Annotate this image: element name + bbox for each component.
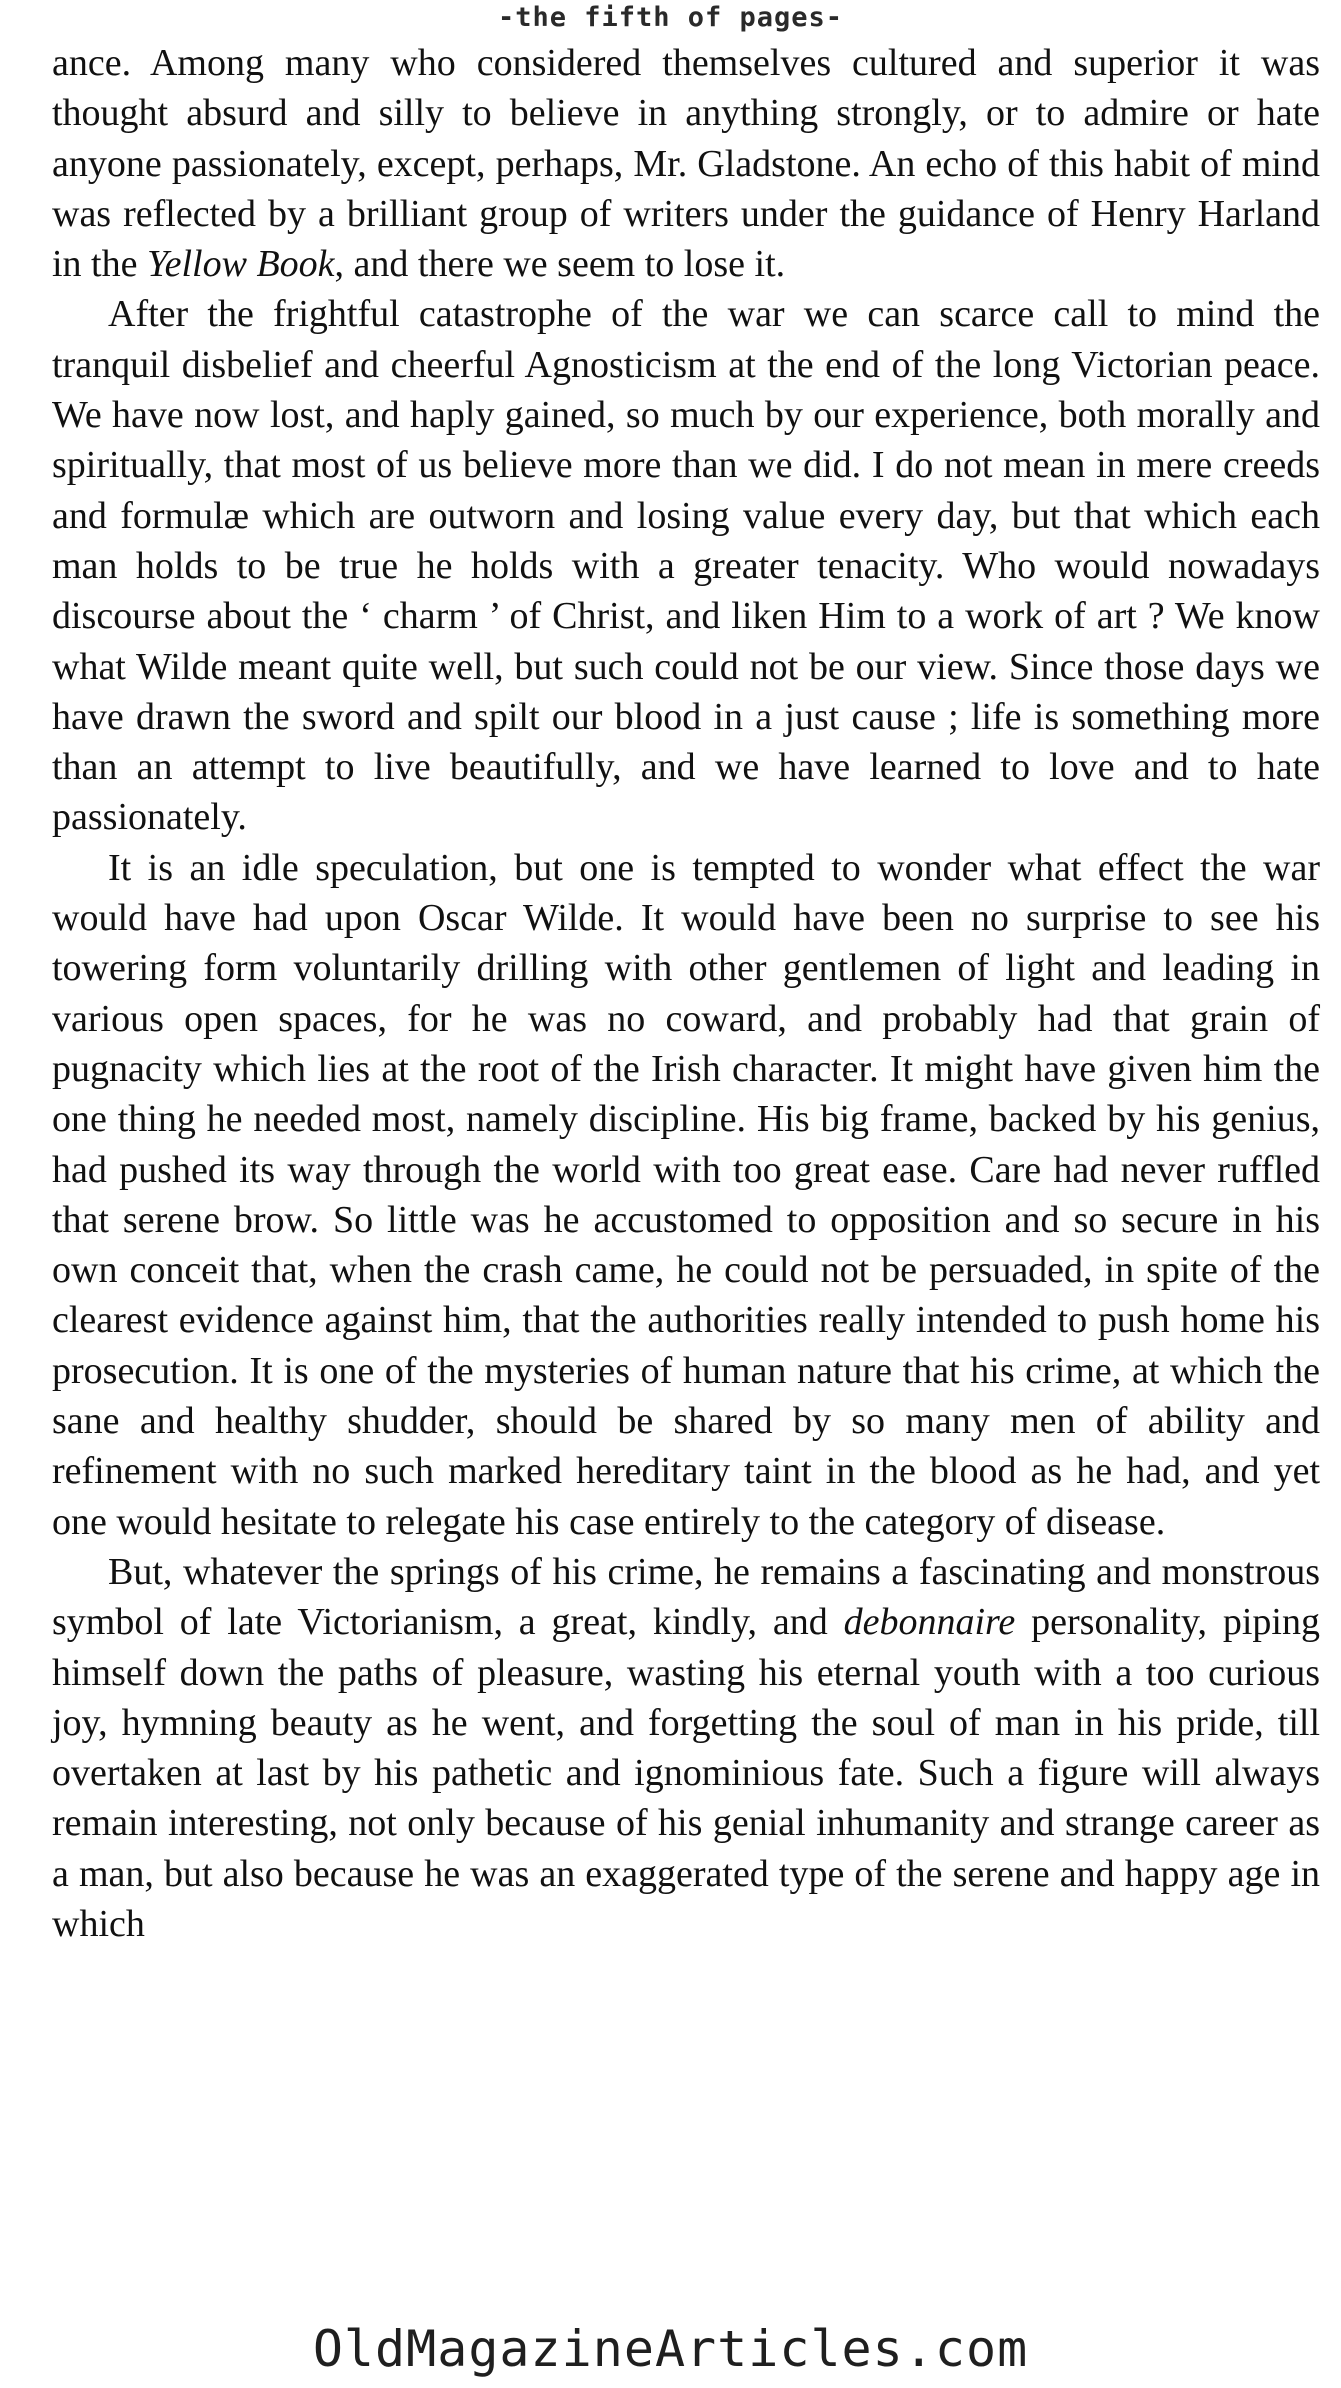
paragraph-1-text-a: ance. Among many who considered themselves cultured and superior it was thought absurd and silly to believe in anything strongly, or to admire or hate anyone passionately, except, perhaps, Mr. Gladstone. An echo of this habit of mind was reflected by a brilliant group of writers under the guidance of Henry Harland in the (52, 42, 1320, 286)
paragraph-4-text-a: But, whatever the springs of his crime, he remains a fascinating and monstrous symbol of late Victorianism, a great, kindly, and (52, 1550, 1320, 1644)
paragraph-3: It is an idle speculation, but one is tempted to wonder what effect the war would have had upon Oscar Wilde. It would have been no surprise to see his towering form voluntarily drilling with other gentlemen of light and leading in various open spaces, for he was no coward, and probably had that grain of pugnacity which lies at the root of the Irish character. It might have given him the one thing he needed most, namely discipline. His big frame, backed by his genius, had pushed its way through the world with too great ease. Care had never ruffled that serene brow. So little was he accustomed to opposition and so secure in his own conceit that, when the crash came, he could not be persuaded, in spite of the clearest evidence against him, that the authorities really intended to push home his prosecution. It is one of the mysteries of human nature that his crime, at which the sane and healthy shudder, should be shared by so many men of ability and refinement with no such marked hereditary taint in the blood as he had, and yet one would hesitate to relegate his case entirely to the category of disease. (52, 846, 1320, 1543)
paragraph-1 (52, 38, 1320, 289)
paragraph-4 (52, 1547, 1320, 1949)
article-body (52, 38, 1320, 1949)
paragraph-2: After the frightful catastrophe of the war we can scarce call to mind the tranquil disbelief and cheerful Agnosticism at the end of the long Victorian peace. We have now lost, and haply gained, so much by our experience, both morally and spiritually, that most of us believe more than we did. I do not mean in mere creeds and formulæ which are outworn and losing value every day, but that which each man holds to be true he holds with a greater tenacity. Who would nowadays discourse about the ‘ charm ’ of Christ, and liken Him to a work of art ? We know what Wilde meant quite well, but such could not be our view. Since those days we have drawn the sword and spilt our blood in a just cause ; life is something more than an attempt to live beautifully, and we have learned to love and to hate passionately. (52, 293, 1320, 839)
site-watermark: OldMagazineArticles.com (312, 2320, 1029, 2378)
paragraph-1-text-c: , and there we seem to lose it. (334, 243, 786, 286)
paragraph-1-italic-title: Yellow Book (146, 243, 335, 286)
page-header: -the fifth of pages- (497, 2, 844, 33)
paragraph-4-italic-word: debonnaire (843, 1601, 1016, 1644)
paragraph-4-text-c: personality, piping himself down the paths of pleasure, wasting his eternal youth with a too curious joy, hymning beauty as he went, and forgetting the soul of man in his pride, till overtaken at last by his pathetic and ignominious fate. Such a figure will always remain interesting, not only because of his genial inhumanity and strange career as a man, but also because he was an exaggerated type of the serene and happy age in which (52, 1601, 1320, 1945)
